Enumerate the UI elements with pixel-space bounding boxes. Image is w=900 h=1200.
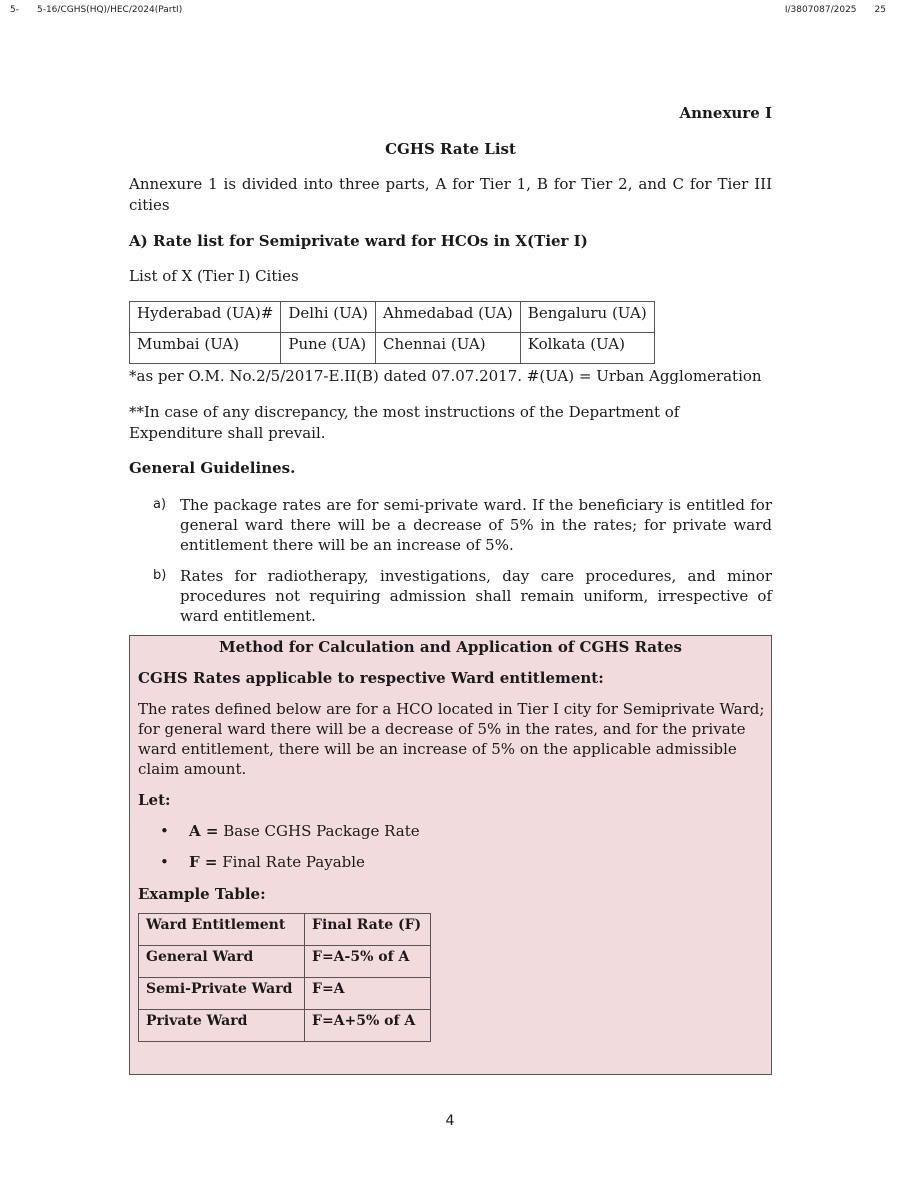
- guideline-item: [129, 566, 772, 626]
- guideline-label: a): [153, 497, 167, 512]
- header-prefix: 5-: [10, 5, 19, 15]
- table-cell: F=A+5% of A: [305, 1010, 431, 1042]
- bullet-icon: •: [160, 822, 169, 840]
- table-cell: Delhi (UA): [281, 302, 376, 333]
- table-cell: General Ward: [139, 946, 305, 978]
- guidelines-heading: General Guidelines.: [129, 459, 296, 477]
- guideline-label: b): [153, 568, 167, 583]
- table-row: [130, 333, 655, 364]
- table-cell: Semi-Private Ward: [139, 978, 305, 1010]
- method-box: [129, 635, 772, 1075]
- cities-table: [129, 301, 655, 364]
- reference-number: I/3807087/2025: [784, 5, 857, 15]
- definition-symbol: F =: [189, 853, 218, 871]
- table-row: [139, 1010, 431, 1042]
- cities-label: List of X (Tier I) Cities: [129, 267, 299, 285]
- table-cell: Ahmedabad (UA): [376, 302, 521, 333]
- guideline-item: [129, 495, 772, 555]
- guideline-text: The package rates are for semi-private ward. If the beneficiary is entitled for general ward there will be a decrease of 5% in the rates; for private ward entitlement there will be an increase of 5%.: [180, 496, 772, 554]
- table-cell: F=A-5% of A: [305, 946, 431, 978]
- table-cell: Chennai (UA): [376, 333, 521, 364]
- ward-entitlement-table: [138, 913, 431, 1042]
- table-header-row: [139, 914, 431, 946]
- method-box-title: Method for Calculation and Application of CGHS Rates: [219, 638, 682, 656]
- page-title: CGHS Rate List: [385, 140, 516, 158]
- intro-paragraph: Annexure 1 is divided into three parts, A for Tier 1, B for Tier 2, and C for Tier III cities: [129, 175, 772, 214]
- definition-item: [160, 853, 365, 871]
- table-cell: Hyderabad (UA)#: [130, 302, 281, 333]
- footnote-om: *as per O.M. No.2/5/2017-E.II(B) dated 07.07.2017. #(UA) = Urban Agglomeration: [129, 367, 762, 385]
- definition-symbol: A =: [189, 822, 219, 840]
- footnote-discrepancy: **In case of any discrepancy, the most instructions of the Department of Expenditure shall prevail.: [129, 403, 680, 442]
- definition-item: [160, 822, 420, 840]
- page-number: 4: [445, 1113, 455, 1129]
- header-left: [10, 5, 200, 15]
- header-right: [767, 5, 886, 15]
- method-box-paragraph: The rates defined below are for a HCO located in Tier I city for Semiprivate Ward; for general ward there will be a decrease of 5% in the rates, and for the private ward entitlement, there will be an increase of 5% on the applicable admissible claim amount.: [138, 700, 765, 778]
- column-header: Final Rate (F): [305, 914, 431, 946]
- table-cell: Kolkata (UA): [520, 333, 654, 364]
- method-box-subheading: CGHS Rates applicable to respective Ward entitlement:: [138, 669, 604, 687]
- table-cell: F=A: [305, 978, 431, 1010]
- table-cell: Bengaluru (UA): [520, 302, 654, 333]
- section-a-heading: A) Rate list for Semiprivate ward for HCOs in X(Tier I): [129, 232, 588, 250]
- file-number: 5-16/CGHS(HQ)/HEC/2024(PartI): [36, 5, 183, 15]
- table-row: [139, 946, 431, 978]
- table-row: [130, 302, 655, 333]
- table-cell: Pune (UA): [281, 333, 376, 364]
- bullet-icon: •: [160, 853, 169, 871]
- definition-meaning: Base CGHS Package Rate: [223, 822, 420, 840]
- definition-meaning: Final Rate Payable: [222, 853, 365, 871]
- table-cell: Mumbai (UA): [130, 333, 281, 364]
- let-label: Let:: [138, 791, 171, 809]
- guideline-text: Rates for radiotherapy, investigations, day care procedures, and minor procedures not requiring admission shall remain uniform, irrespective of ward entitlement.: [180, 567, 772, 625]
- annexure-label: Annexure I: [679, 104, 772, 122]
- column-header: Ward Entitlement: [139, 914, 305, 946]
- table-row: [139, 978, 431, 1010]
- table-cell: Private Ward: [139, 1010, 305, 1042]
- scan-page-number: 25: [874, 5, 886, 15]
- example-table-label: Example Table:: [138, 885, 266, 903]
